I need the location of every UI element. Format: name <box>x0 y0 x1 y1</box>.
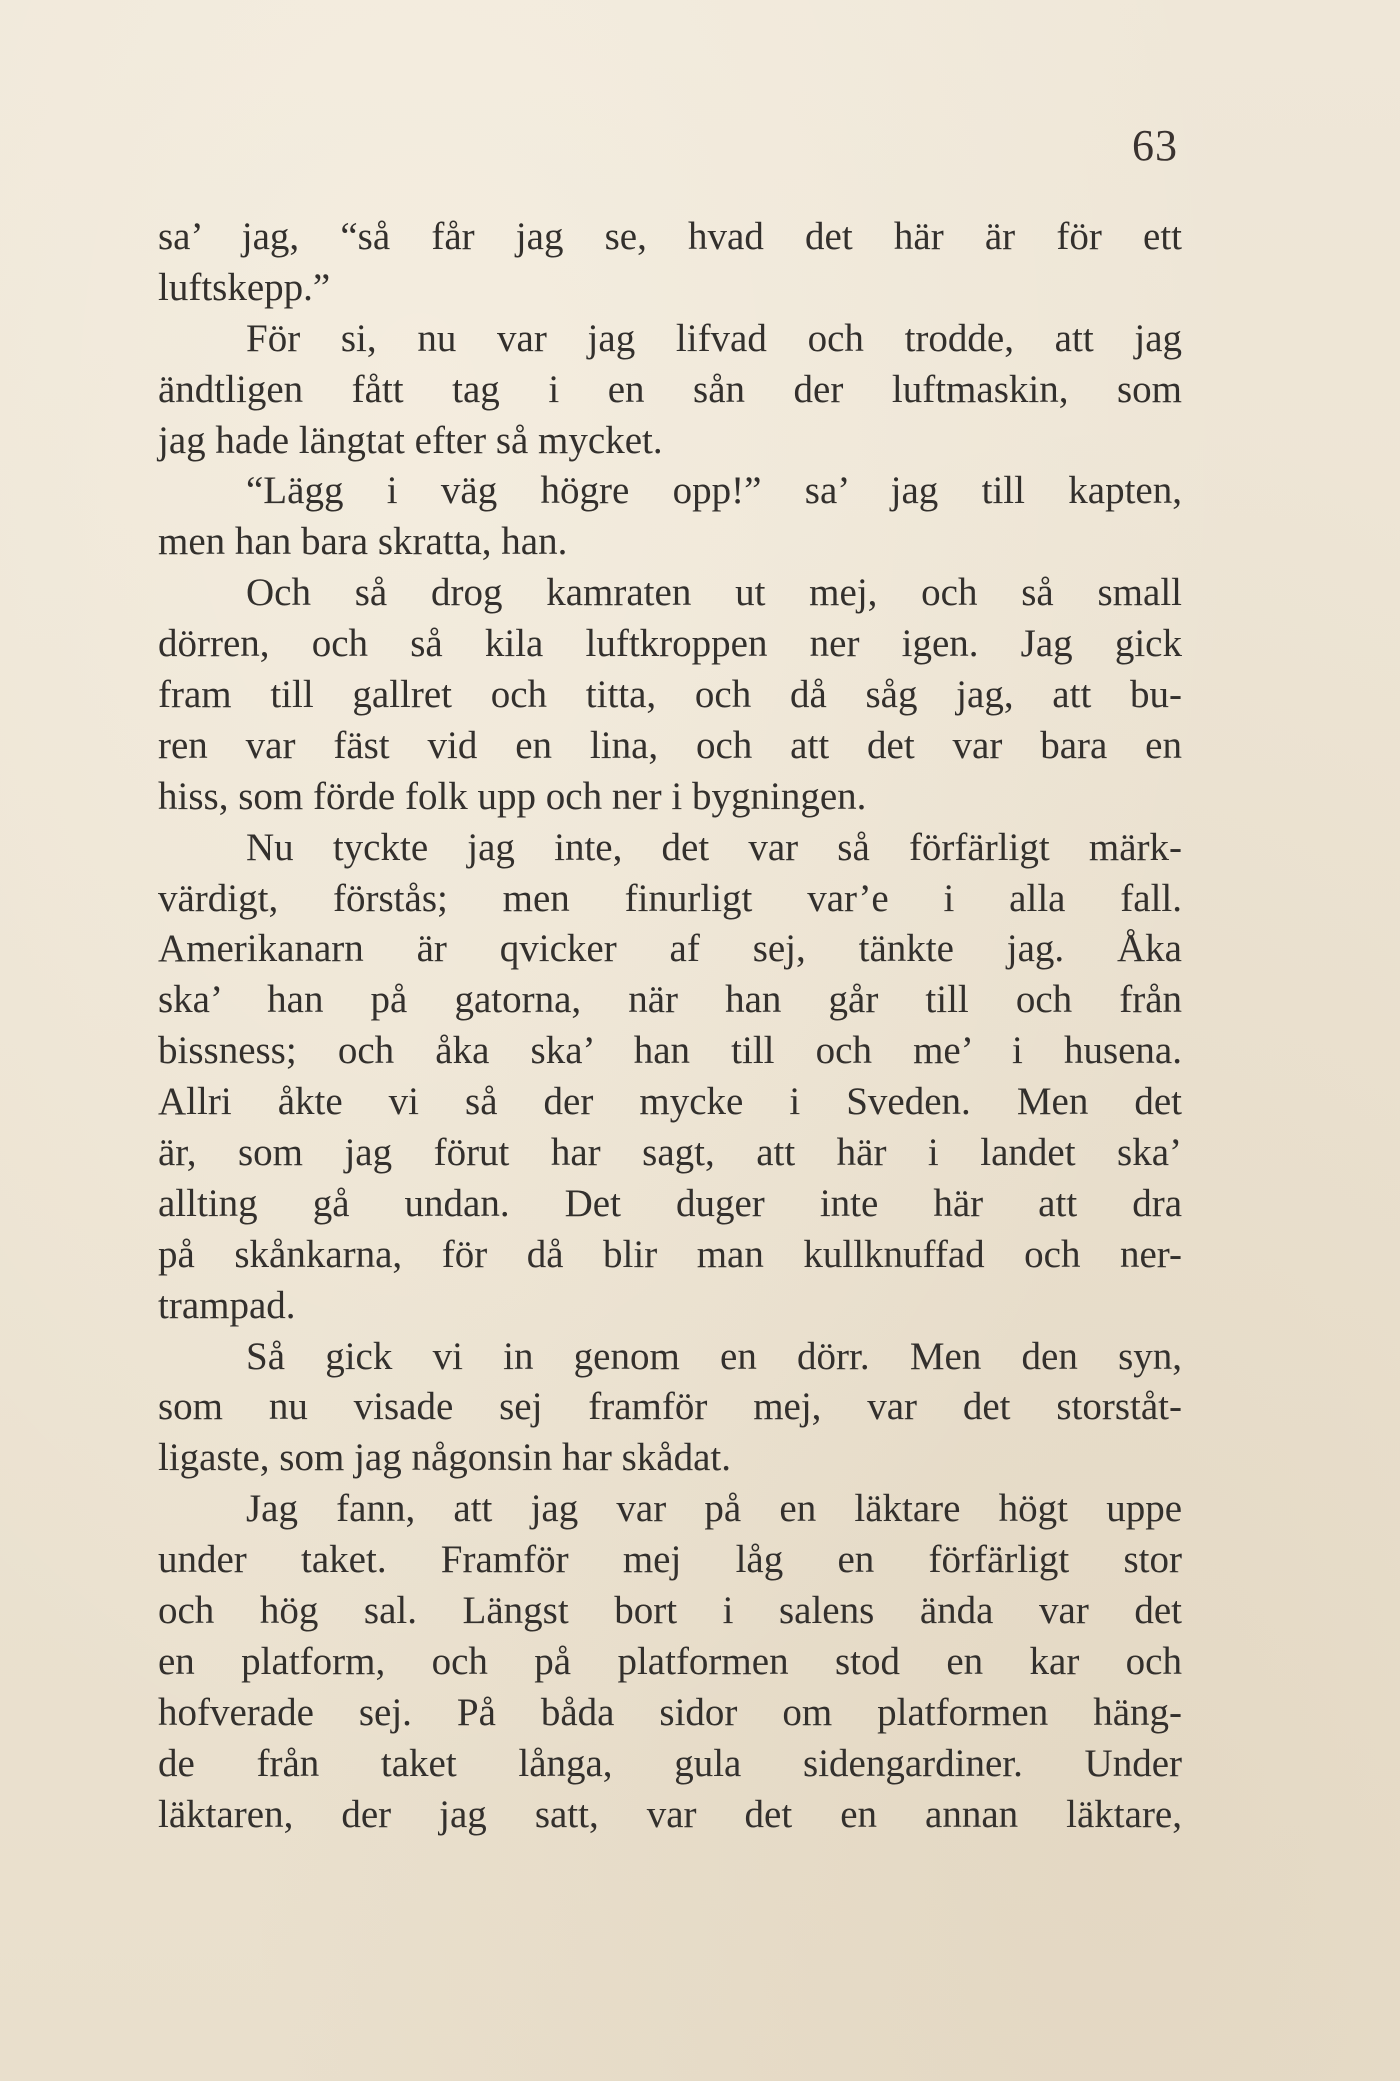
text-line: de från taket långa, gula sidengardiner. Under <box>158 1741 1182 1785</box>
text-line: som nu visade sej framför mej, var det storståt- <box>158 1385 1182 1429</box>
text-line: under taket. Framför mej låg en förfärligt stor <box>158 1538 1182 1582</box>
text-line: Amerikanarn är qvicker af sej, tänkte jag. Åka <box>158 927 1182 971</box>
text-line: en platform, och på platformen stod en kar och <box>158 1639 1182 1683</box>
text-line: Och så drog kamraten ut mej, och så small <box>246 571 1182 615</box>
text-line: allting gå undan. Det duger inte här att dra <box>158 1181 1182 1225</box>
text-line: ligaste, som jag någonsin har skådat. <box>158 1436 731 1480</box>
text-line: bissness; och åka ska’ han till och me’ i husena. <box>158 1029 1182 1073</box>
body-text <box>158 212 1182 1841</box>
text-line: “Lägg i väg högre opp!” sa’ jag till kapten, <box>246 469 1182 513</box>
text-line: Nu tyckte jag inte, det var så förfärligt märk- <box>246 825 1182 869</box>
text-line: hiss, som förde folk upp och ner i bygningen. <box>158 774 867 818</box>
text-line: och hög sal. Längst bort i salens ända var det <box>158 1589 1182 1633</box>
text-line: jag hade längtat efter så mycket. <box>158 418 663 462</box>
text-line: ren var fäst vid en lina, och att det var bara en <box>158 723 1182 767</box>
page-number: 63 <box>1132 121 1178 170</box>
text-line: läktaren, der jag satt, var det en annan läktare, <box>158 1792 1182 1836</box>
text-line: luftskepp.” <box>158 265 331 309</box>
text-line: ändtligen fått tag i en sån der luftmaskin, som <box>158 367 1182 411</box>
text-line: Allri åkte vi så der mycke i Sveden. Men det <box>158 1080 1182 1124</box>
text-line: dörren, och så kila luftkroppen ner igen. Jag gick <box>158 622 1182 666</box>
text-line: Så gick vi in genom en dörr. Men den syn, <box>246 1334 1182 1378</box>
text-line: ska’ han på gatorna, när han går till och från <box>158 978 1182 1022</box>
text-line: men han bara skratta, han. <box>158 520 568 564</box>
text-line: Jag fann, att jag var på en läktare högt uppe <box>246 1487 1182 1531</box>
text-line: För si, nu var jag lifvad och trodde, att jag <box>246 316 1182 360</box>
text-line: är, som jag förut har sagt, att här i landet ska’ <box>158 1131 1182 1175</box>
text-line: fram till gallret och titta, och då såg jag, att bu- <box>158 673 1182 717</box>
text-line: på skånkarna, för då blir man kullknuffad och ner- <box>158 1232 1182 1276</box>
text-line: hofverade sej. På båda sidor om platformen häng- <box>158 1690 1182 1734</box>
text-line: värdigt, förstås; men finurligt var’e i alla fall. <box>158 876 1182 920</box>
text-line: sa’ jag, “så får jag se, hvad det här är för ett <box>158 215 1182 258</box>
text-line: trampad. <box>158 1283 296 1327</box>
